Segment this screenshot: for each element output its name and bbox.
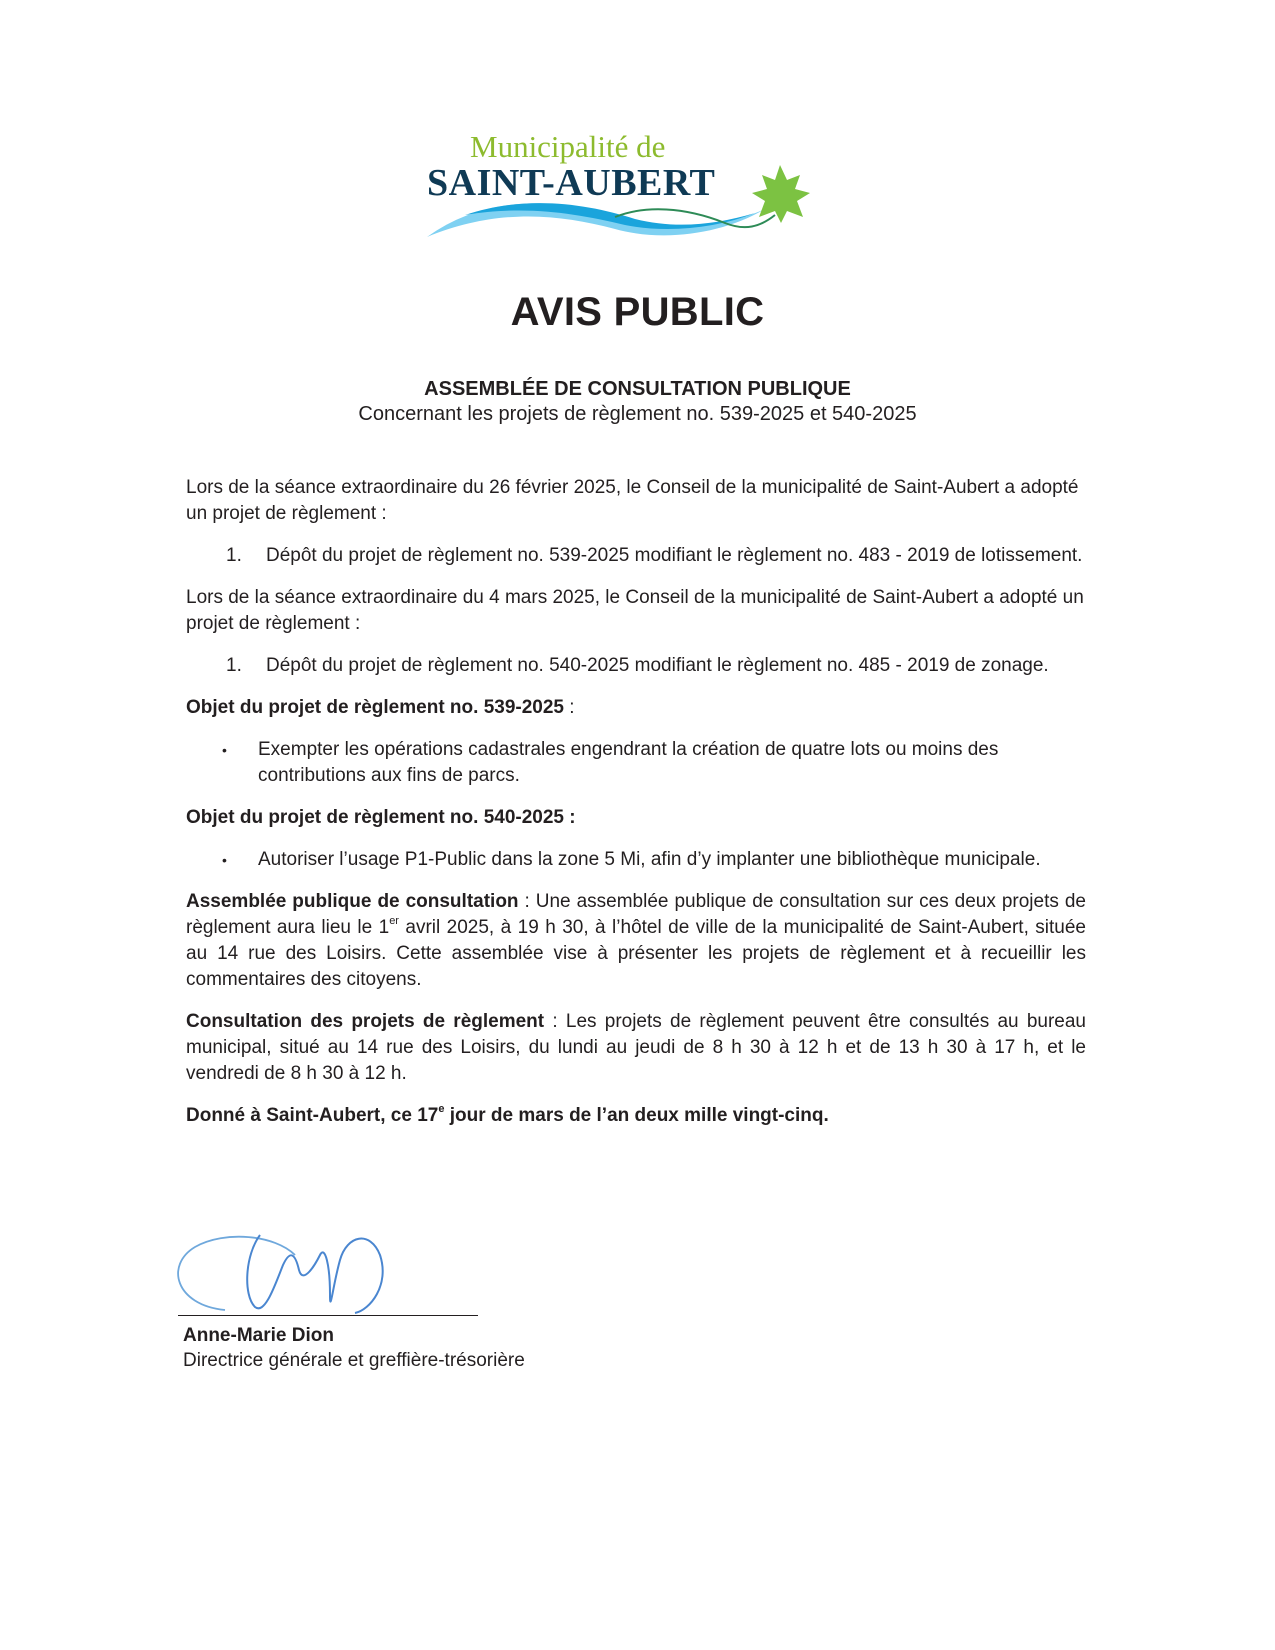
donne-sup: e (438, 1102, 445, 1115)
paragraph-session-1: Lors de la séance extraordinaire du 26 février 2025, le Conseil de la municipalité de Saint-Aubert a adopté un projet de règlement : (186, 477, 1079, 524)
wave-light (427, 203, 765, 237)
donne-text (186, 1102, 829, 1126)
signature-line (178, 1315, 478, 1316)
list-text: Dépôt du projet de règlement no. 540-2025 modifiant le règlement no. 485 - 2019 de zonage. (266, 655, 1049, 676)
assemblee-text-after: avril 2025, à 19 h 30, à l’hôtel de ville de la municipalité de Saint-Aubert, située au 14 rue des Loisirs. Cette assemblée vise à présenter les projets de règlement et à recueillir les commentaires des citoyens. (186, 917, 1086, 990)
donne-after: jour de mars de l’an deux mille vingt-cinq. (444, 1105, 829, 1126)
bullet-marker: • (222, 852, 227, 868)
subtitle-regulations: Concernant les projets de règlement no. 539-2025 et 540-2025 (358, 403, 917, 425)
bullet-539 (186, 737, 1086, 789)
paragraph-session-2: Lors de la séance extraordinaire du 4 mars 2025, le Conseil de la municipalité de Saint-Aubert a adopté un projet de règlement : (186, 587, 1084, 634)
consultation-heading: Consultation des projets de règlement (186, 1011, 545, 1032)
objet-539-suffix: : (564, 697, 575, 718)
list-item-540 (186, 653, 1086, 679)
signature (165, 1225, 465, 1317)
subtitle: ASSEMBLÉE DE CONSULTATION PUBLIQUE (424, 378, 851, 400)
donne-before: Donné à Saint-Aubert, ce 17 (186, 1105, 439, 1126)
municipality-logo (425, 125, 815, 250)
assemblee-paragraph (186, 889, 1086, 993)
list-text: Dépôt du projet de règlement no. 539-2025 modifiant le règlement no. 483 - 2019 de lotissement. (266, 545, 1083, 566)
consultation-paragraph (186, 1009, 1086, 1087)
logo-line2: SAINT-AUBERT (427, 162, 716, 204)
assemblee-heading: Assemblée publique de consultation (186, 891, 519, 912)
signatory-title: Directrice générale et greffière-trésorière (183, 1350, 525, 1371)
objet-539-heading: Objet du projet de règlement no. 539-2025 (186, 697, 564, 718)
bullet-540 (186, 847, 1086, 873)
consultation-text: : Les projets de règlement peuvent être consultés au bureau municipal, situé au 14 rue des Loisirs, du lundi au jeudi de 8 h 30 à 12 h et de 13 h 30 à 17 h, et le vendredi de 8 h 30 à 12 h. (186, 1011, 1086, 1084)
objet-540-heading: Objet du projet de règlement no. 540-2025 : (186, 807, 576, 828)
assemblee-text-before: : Une assemblée publique de consultation sur ces deux projets de règlement aura lieu le 1 (186, 891, 1086, 938)
bullet-text: Exempter les opérations cadastrales engendrant la création de quatre lots ou moins des contributions aux fins de parcs. (258, 739, 999, 786)
notice-body (186, 475, 1086, 1145)
objet-540 (186, 805, 1086, 831)
donne-paragraph (186, 1103, 1086, 1129)
logo-graphic (425, 125, 815, 250)
objet-539 (186, 695, 1086, 721)
maple-leaf-icon (752, 165, 810, 223)
bullet-text: Autoriser l’usage P1-Public dans la zone 5 Mi, afin d’y implanter une bibliothèque municipale. (258, 849, 1041, 870)
list-item-539 (186, 543, 1086, 569)
bullet-marker: • (222, 742, 227, 758)
logo-line1: Municipalité de (470, 129, 666, 164)
signature-graphic (165, 1225, 465, 1317)
list-marker: 1. (226, 545, 242, 566)
page-title: AVIS PUBLIC (510, 290, 765, 334)
assemblee-sup: er (389, 914, 399, 927)
signatory-name: Anne-Marie Dion (183, 1325, 334, 1346)
list-marker: 1. (226, 655, 242, 676)
